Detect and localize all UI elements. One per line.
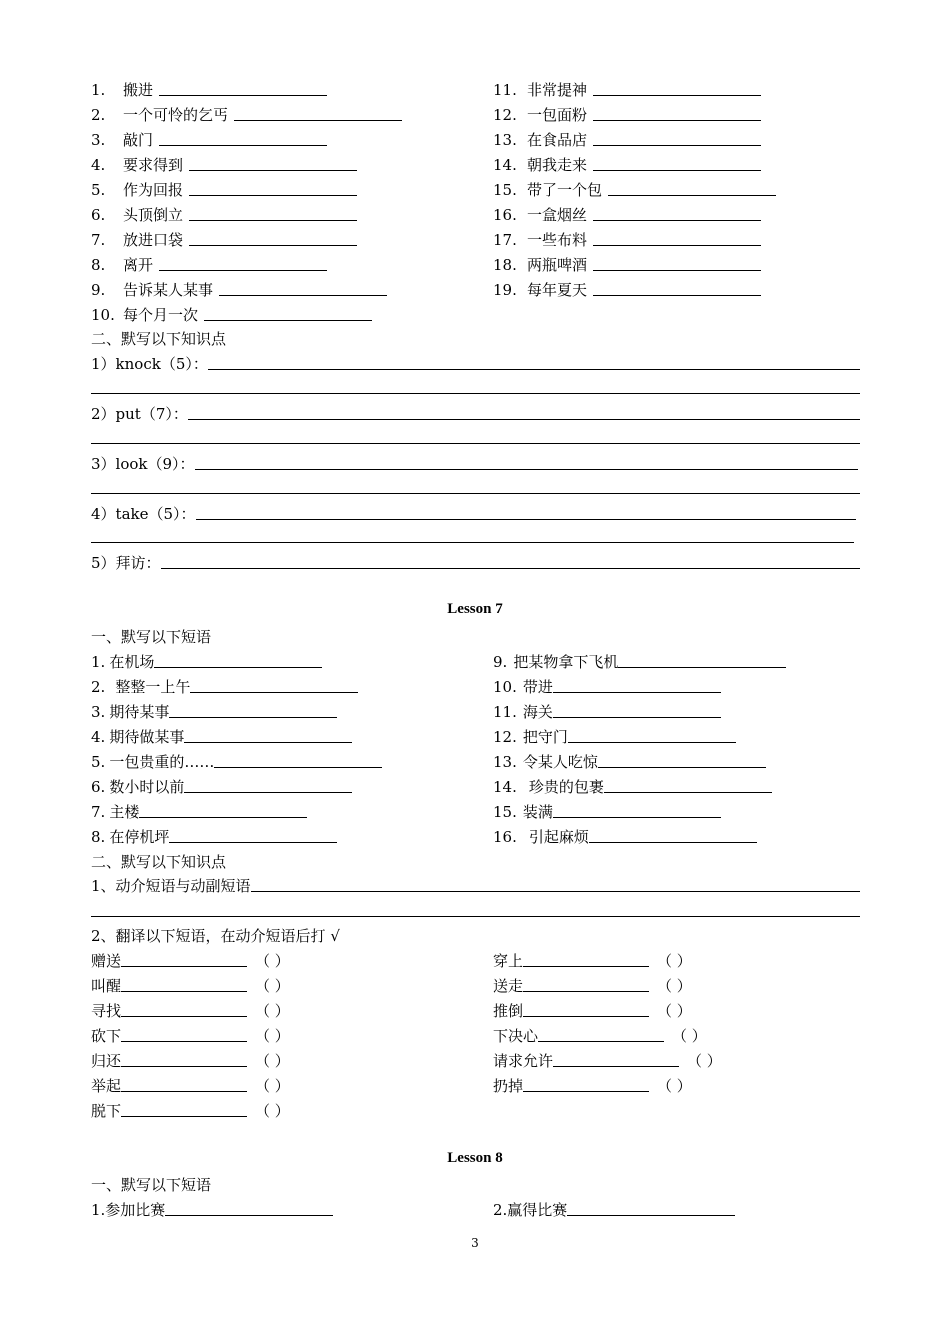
- check-box[interactable]: （ ）: [657, 952, 692, 970]
- answer-blank[interactable]: [161, 554, 860, 569]
- check-box[interactable]: （ ）: [657, 1077, 692, 1095]
- check-box[interactable]: （ ）: [657, 977, 692, 995]
- answer-blank[interactable]: [538, 1027, 664, 1042]
- knowledge-item: 1）knock（5）：: [91, 352, 860, 374]
- answer-blank[interactable]: [195, 455, 858, 470]
- list-item: 14. 朝我走来: [493, 153, 761, 175]
- answer-blank[interactable]: [567, 1201, 735, 1216]
- answer-blank[interactable]: [214, 753, 382, 768]
- lesson-title: Lesson 8: [447, 1150, 503, 1166]
- list-item: 15. 带了一个包: [493, 178, 776, 200]
- answer-blank[interactable]: [121, 1052, 247, 1067]
- list-item: 2.赢得比赛: [493, 1198, 735, 1220]
- list-item: 10. 带进: [493, 675, 721, 697]
- list-item: 5. 一包贵重的……: [91, 750, 382, 772]
- answer-blank[interactable]: [154, 653, 322, 668]
- list-item: 6. 数小时以前: [91, 775, 352, 797]
- answer-blank[interactable]: [553, 678, 721, 693]
- check-box[interactable]: （ ）: [255, 1102, 290, 1120]
- answer-blank[interactable]: [553, 703, 721, 718]
- translate-item: 赠送 （ ）: [91, 952, 290, 970]
- answer-blank[interactable]: [139, 803, 307, 818]
- list-item: 2. 整整一上午: [91, 675, 358, 697]
- answer-blank[interactable]: [188, 405, 860, 420]
- answer-blank[interactable]: [523, 977, 649, 992]
- list-item: 11. 非常提神: [493, 78, 761, 100]
- answer-blank[interactable]: [208, 355, 860, 370]
- answer-blank[interactable]: [184, 778, 352, 793]
- list-item: 1. 搬进: [91, 78, 327, 100]
- answer-blank[interactable]: [593, 81, 761, 96]
- list-item: 7. 主楼: [91, 800, 307, 822]
- section-title: 一、默写以下短语: [91, 628, 212, 646]
- answer-blank[interactable]: [251, 877, 860, 892]
- answer-line[interactable]: [91, 393, 860, 394]
- answer-blank[interactable]: [159, 131, 327, 146]
- answer-line[interactable]: [91, 542, 854, 543]
- list-item: 5. 作为回报: [91, 178, 357, 200]
- translate-item: 扔掉 （ ）: [493, 1077, 692, 1095]
- list-item: 11. 海关: [493, 700, 721, 722]
- check-box[interactable]: （ ）: [255, 1052, 290, 1070]
- section-title: 一、默写以下短语: [91, 1176, 212, 1194]
- knowledge-item: 2）put（7）：: [91, 402, 860, 424]
- check-box[interactable]: （ ）: [255, 1077, 290, 1095]
- answer-blank[interactable]: [190, 678, 358, 693]
- translate-item: 举起 （ ）: [91, 1077, 290, 1095]
- translate-item: 砍下 （ ）: [91, 1027, 290, 1045]
- answer-blank[interactable]: [121, 1102, 247, 1117]
- list-item: 19. 每年夏天: [493, 278, 761, 300]
- list-item: 1. 在机场: [91, 650, 322, 672]
- translate-item: 叫醒 （ ）: [91, 977, 290, 995]
- answer-blank[interactable]: [121, 1077, 247, 1092]
- list-item: 18. 两瓶啤酒: [493, 253, 761, 275]
- list-item: 13. 令某人吃惊: [493, 750, 766, 772]
- section-title: 二、默写以下知识点: [91, 853, 227, 871]
- list-item: 3. 期待某事: [91, 700, 337, 722]
- answer-blank[interactable]: [159, 81, 327, 96]
- translate-item: 寻找 （ ）: [91, 1002, 290, 1020]
- answer-blank[interactable]: [523, 952, 649, 967]
- list-item: 10. 每个月一次: [91, 303, 372, 325]
- check-box[interactable]: （ ）: [657, 1002, 692, 1020]
- translate-item: 请求允许 （ ）: [493, 1052, 722, 1070]
- answer-blank[interactable]: [608, 181, 776, 196]
- answer-blank[interactable]: [189, 206, 357, 221]
- answer-blank[interactable]: [589, 828, 757, 843]
- translate-item: 穿上 （ ）: [493, 952, 692, 970]
- knowledge-item: 4）take（5）：: [91, 502, 856, 524]
- answer-blank[interactable]: [169, 703, 337, 718]
- list-item: 9. 告诉某人某事: [91, 278, 387, 300]
- section-title: 二、默写以下知识点: [91, 330, 227, 348]
- translate-item: 脱下 （ ）: [91, 1102, 290, 1120]
- check-box[interactable]: （ ）: [255, 977, 290, 995]
- list-item: 8. 在停机坪: [91, 825, 337, 847]
- translate-item: 送走 （ ）: [493, 977, 692, 995]
- answer-blank[interactable]: [593, 206, 761, 221]
- instruction: 2、翻译以下短语，在动介短语后打 √: [91, 927, 340, 945]
- answer-line[interactable]: [91, 916, 860, 917]
- list-item: 16. 一盒烟丝: [493, 203, 761, 225]
- check-box[interactable]: （ ）: [672, 1027, 707, 1045]
- answer-blank[interactable]: [593, 256, 761, 271]
- answer-blank[interactable]: [553, 803, 721, 818]
- answer-blank[interactable]: [523, 1077, 649, 1092]
- list-item: 17. 一些布料: [493, 228, 761, 250]
- answer-blank[interactable]: [165, 1201, 333, 1216]
- answer-blank[interactable]: [618, 653, 786, 668]
- list-item: 13. 在食品店: [493, 128, 761, 150]
- list-item: 6. 头顶倒立: [91, 203, 357, 225]
- list-item: 2. 一个可怜的乞丐: [91, 103, 402, 125]
- answer-blank[interactable]: [189, 181, 357, 196]
- check-box[interactable]: （ ）: [255, 1027, 290, 1045]
- answer-blank[interactable]: [234, 106, 402, 121]
- check-box[interactable]: （ ）: [255, 1002, 290, 1020]
- list-item: 8. 离开: [91, 253, 327, 275]
- answer-blank[interactable]: [184, 728, 352, 743]
- answer-blank[interactable]: [204, 306, 372, 321]
- list-item: 14. 珍贵的包裹: [493, 775, 772, 797]
- answer-blank[interactable]: [169, 828, 337, 843]
- answer-blank[interactable]: [593, 156, 761, 171]
- list-item: 15. 装满: [493, 800, 721, 822]
- list-item: 12. 一包面粉: [493, 103, 761, 125]
- answer-blank[interactable]: [121, 952, 247, 967]
- answer-line[interactable]: [91, 493, 860, 494]
- list-item: 7. 放进口袋: [91, 228, 357, 250]
- list-item: 4. 要求得到: [91, 153, 357, 175]
- answer-blank[interactable]: [593, 281, 761, 296]
- answer-blank[interactable]: [189, 156, 357, 171]
- answer-blank[interactable]: [159, 256, 327, 271]
- answer-blank[interactable]: [604, 778, 772, 793]
- answer-line[interactable]: [91, 443, 860, 444]
- answer-blank[interactable]: [196, 505, 856, 520]
- answer-blank[interactable]: [593, 231, 761, 246]
- list-item: 9. 把某物拿下飞机: [493, 650, 786, 672]
- translate-item: 下决心 （ ）: [493, 1027, 707, 1045]
- check-box[interactable]: （ ）: [687, 1052, 722, 1070]
- answer-blank[interactable]: [121, 1027, 247, 1042]
- check-box[interactable]: （ ）: [255, 952, 290, 970]
- list-item: 1.参加比赛: [91, 1198, 333, 1220]
- answer-blank[interactable]: [219, 281, 387, 296]
- answer-blank[interactable]: [598, 753, 766, 768]
- translate-item: 归还 （ ）: [91, 1052, 290, 1070]
- answer-blank[interactable]: [553, 1052, 679, 1067]
- answer-blank[interactable]: [121, 1002, 247, 1017]
- answer-blank[interactable]: [121, 977, 247, 992]
- knowledge-item: 3）look（9）：: [91, 452, 858, 474]
- list-item: 3. 敲门: [91, 128, 327, 150]
- lesson-title: Lesson 7: [447, 601, 503, 617]
- knowledge-item: 1、动介短语与动副短语: [91, 874, 860, 896]
- list-item: 12. 把守门: [493, 725, 736, 747]
- answer-blank[interactable]: [593, 106, 761, 121]
- answer-blank[interactable]: [523, 1002, 649, 1017]
- answer-blank[interactable]: [593, 131, 761, 146]
- translate-item: 推倒 （ ）: [493, 1002, 692, 1020]
- list-item: 16. 引起麻烦: [493, 825, 757, 847]
- answer-blank[interactable]: [189, 231, 357, 246]
- answer-blank[interactable]: [568, 728, 736, 743]
- list-item: 4. 期待做某事: [91, 725, 352, 747]
- knowledge-item: 5）拜访：: [91, 551, 860, 573]
- page-number: 3: [471, 1236, 479, 1250]
